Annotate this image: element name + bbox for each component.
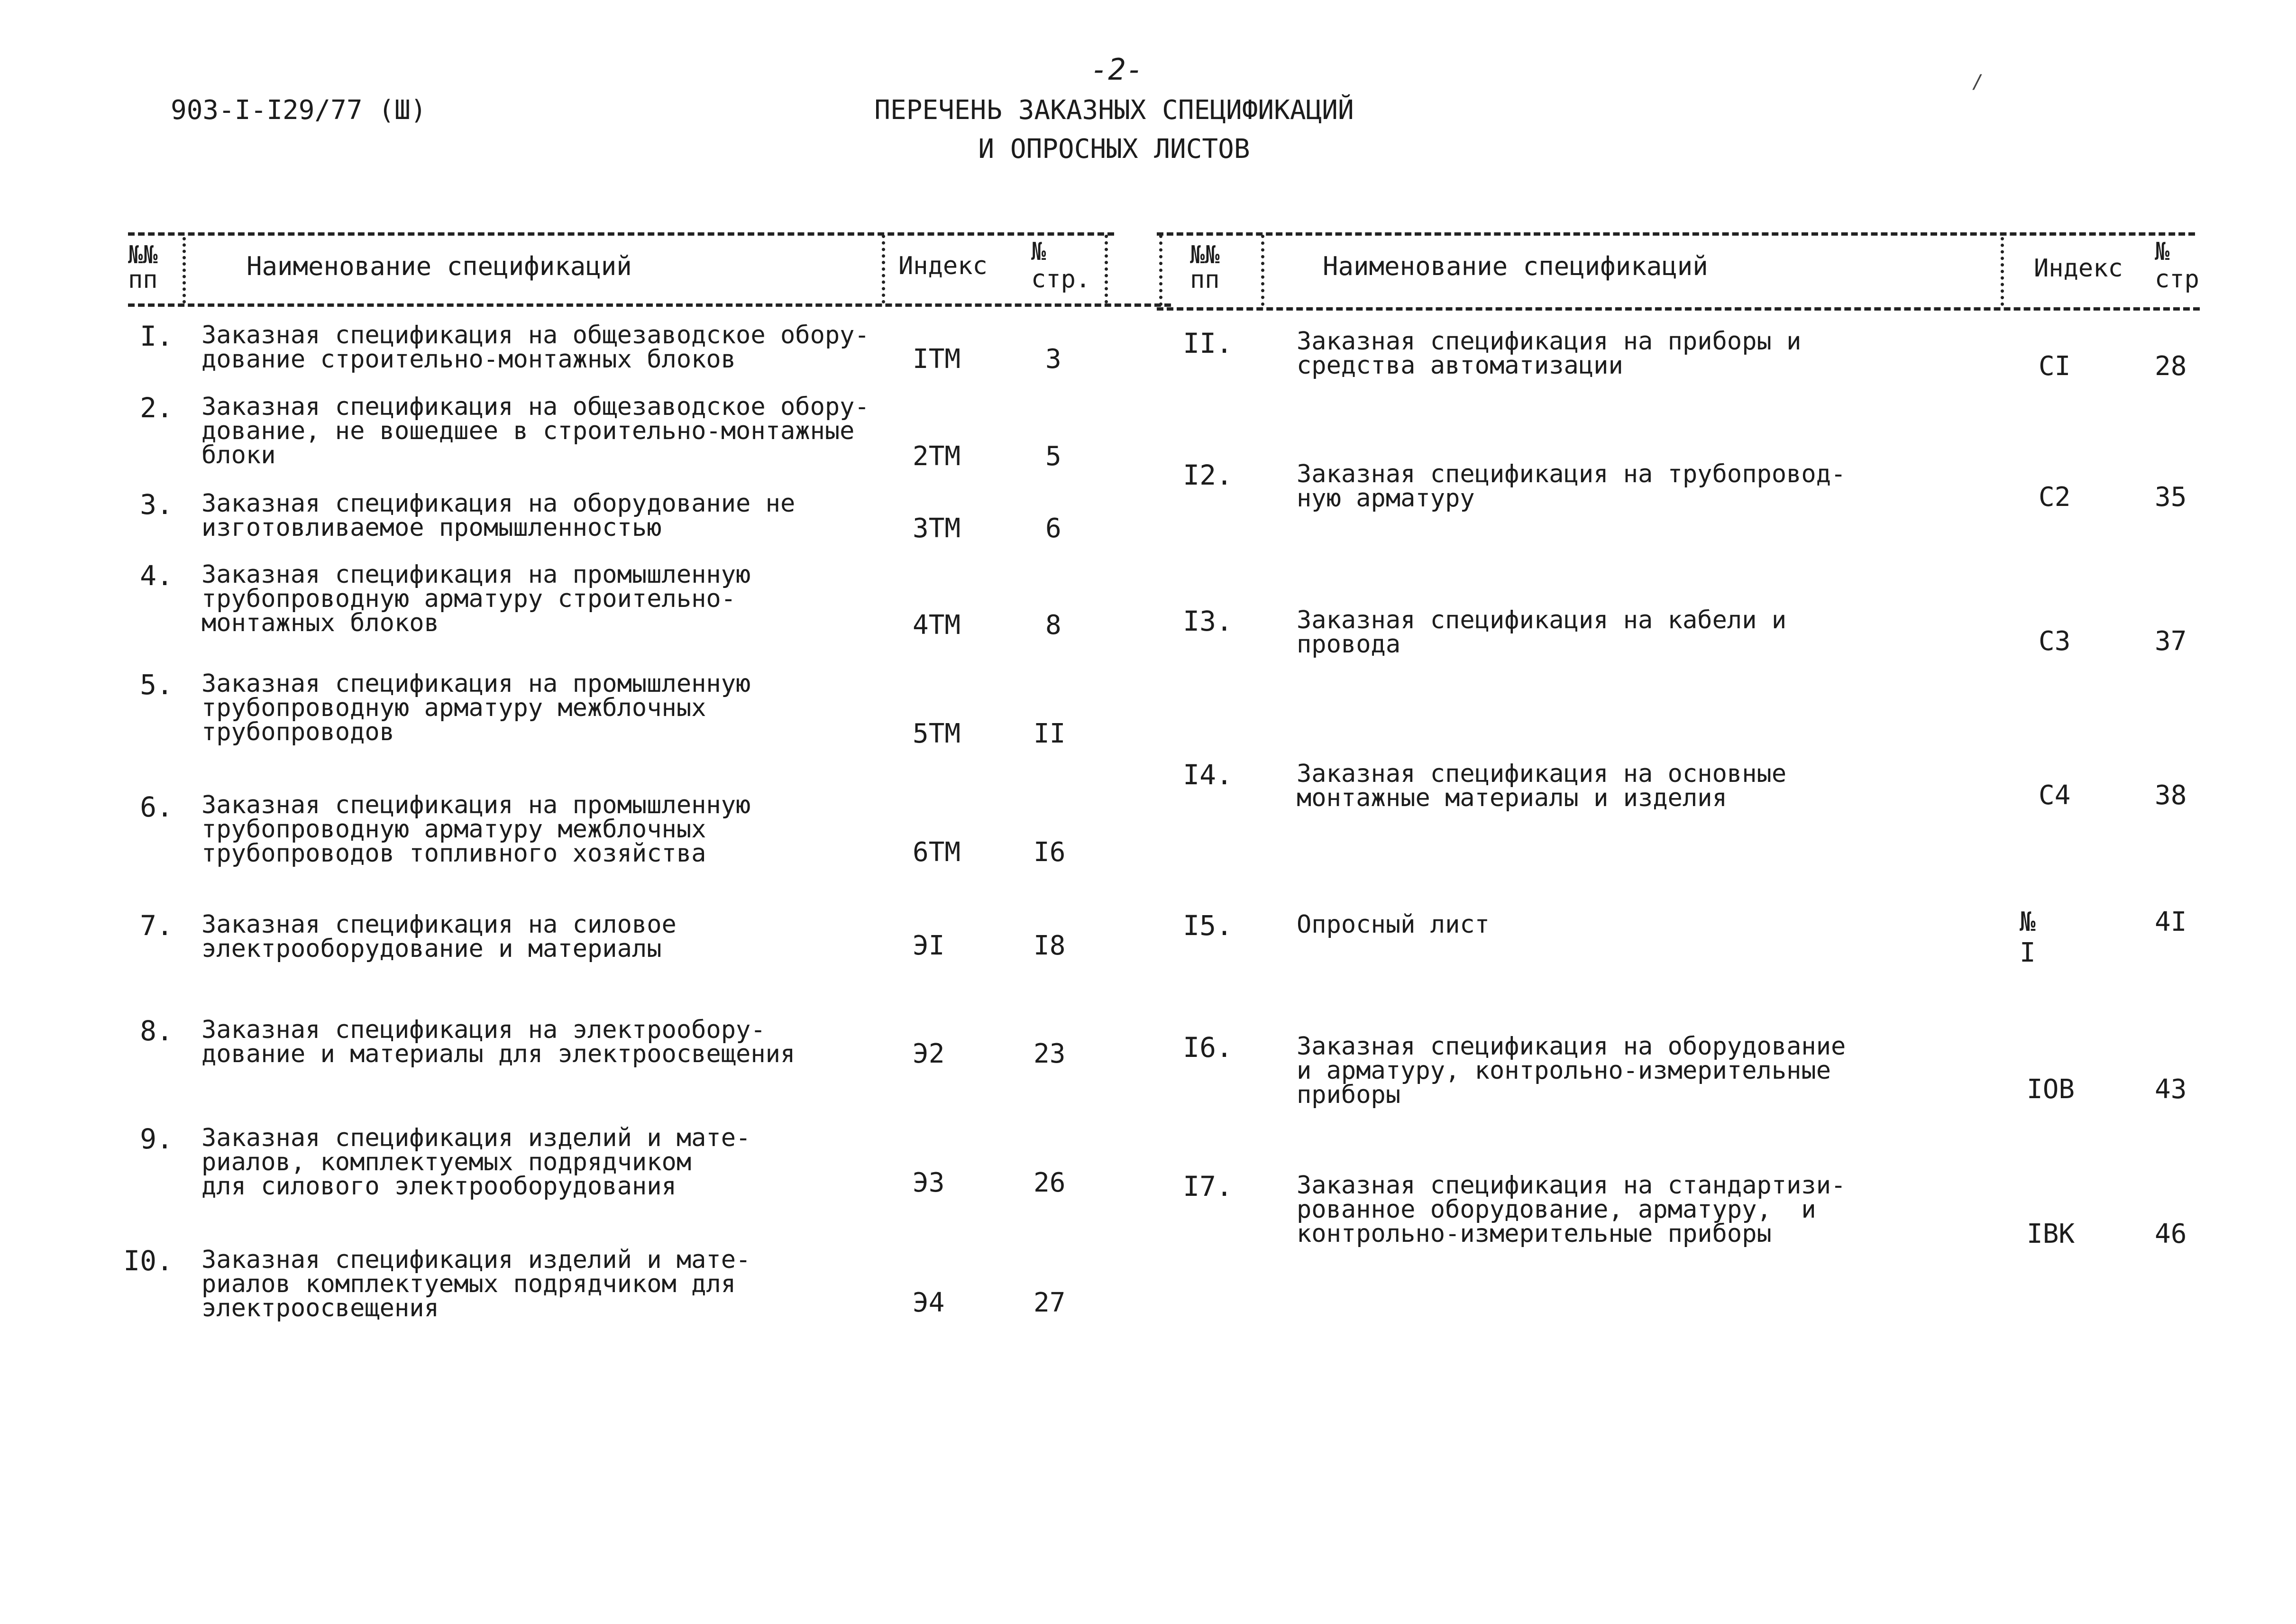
row-number: 5. bbox=[140, 669, 173, 701]
corner-mark: / bbox=[1972, 71, 1984, 93]
row-index: 4ТМ bbox=[913, 610, 961, 641]
row-number: I0. bbox=[123, 1245, 173, 1277]
row-name: Опросный лист bbox=[1297, 910, 1490, 939]
row-number: I. bbox=[140, 320, 173, 352]
left-header-index: Индекс bbox=[898, 252, 988, 280]
row-index: № I bbox=[2020, 907, 2036, 968]
row-index: ЭI bbox=[913, 930, 945, 961]
row-page: 43 bbox=[2155, 1074, 2187, 1105]
row-number: I4. bbox=[1183, 759, 1233, 791]
row-number: 9. bbox=[140, 1123, 173, 1155]
row-page: 3 bbox=[1045, 344, 1061, 375]
row-page: 5 bbox=[1045, 441, 1061, 472]
left-header-top-rule bbox=[128, 232, 1114, 236]
left-col-divider-1 bbox=[183, 237, 186, 303]
row-number: 4. bbox=[140, 560, 173, 592]
row-number: 2. bbox=[140, 392, 173, 424]
row-index: СI bbox=[2039, 351, 2071, 382]
row-index: С4 bbox=[2039, 780, 2071, 811]
row-name: Заказная спецификация на общезаводское обору- дование строительно-монтажных блоков bbox=[201, 321, 869, 374]
row-number: 3. bbox=[140, 488, 173, 521]
row-number: II. bbox=[1183, 327, 1233, 359]
row-page: 23 bbox=[1034, 1038, 1066, 1069]
row-name: Заказная спецификация на оборудование не изготовливаемое промышленностью bbox=[201, 489, 796, 542]
right-header-page-line2: стр bbox=[2155, 265, 2199, 294]
left-header-page-line2: стр. bbox=[1031, 265, 1091, 294]
row-number: I6. bbox=[1183, 1031, 1233, 1064]
right-header-num-line2: пп bbox=[1190, 266, 1220, 294]
page-number: -2- bbox=[1090, 52, 1143, 87]
row-page: 38 bbox=[2155, 780, 2187, 811]
right-header-num-line1: №№ bbox=[1190, 241, 1220, 269]
row-index: IТМ bbox=[913, 344, 961, 375]
page-title-line1: ПЕРЕЧЕНЬ ЗАКАЗНЫХ СПЕЦИФИКАЦИЙ bbox=[874, 95, 1354, 126]
row-index: Э3 bbox=[913, 1167, 945, 1198]
left-header-num bbox=[128, 243, 158, 292]
left-col-divider-3 bbox=[1105, 235, 1108, 303]
left-header-page-line1: № bbox=[1031, 238, 1046, 266]
right-header-bottom-rule bbox=[1157, 307, 2200, 311]
row-number: I2. bbox=[1183, 459, 1233, 491]
row-index: Э4 bbox=[913, 1287, 945, 1318]
row-name: Заказная спецификация на промышленную трубопроводную арматуру межблочных трубопроводов bbox=[201, 670, 751, 746]
row-name: Заказная спецификация на силовое электрооборудование и материалы bbox=[201, 910, 677, 963]
row-page: 8 bbox=[1045, 610, 1061, 641]
right-col-divider-1 bbox=[1261, 235, 1264, 306]
row-name: Заказная спецификация на оборудование и арматуру, контрольно-измерительные приборы bbox=[1297, 1032, 1846, 1109]
row-name: Заказная спецификация на кабели и провода bbox=[1297, 606, 1787, 659]
row-name: Заказная спецификация на общезаводское обору- дование, не вошедшее в строительно-монтажные блоки bbox=[201, 393, 869, 469]
row-name: Заказная спецификация изделий и мате- риалов комплектуемых подрядчиком для электроосвещения bbox=[201, 1246, 751, 1322]
row-page: 37 bbox=[2155, 626, 2187, 657]
row-index: IВК bbox=[2027, 1219, 2075, 1249]
row-number: 6. bbox=[140, 791, 173, 823]
right-header-name: Наименование спецификаций bbox=[1323, 251, 1708, 281]
row-index: 5ТМ bbox=[913, 718, 961, 749]
row-page: I6 bbox=[1034, 837, 1066, 868]
row-name: Заказная спецификация на трубопровод- ную арматуру bbox=[1297, 460, 1846, 513]
row-number: 8. bbox=[140, 1015, 173, 1047]
row-index: С2 bbox=[2039, 482, 2071, 513]
row-page: 46 bbox=[2155, 1219, 2187, 1249]
row-index: 6ТМ bbox=[913, 837, 961, 868]
right-header-index: Индекс bbox=[2034, 254, 2123, 283]
row-page: 27 bbox=[1034, 1287, 1066, 1318]
row-name: Заказная спецификация на приборы и средства автоматизации bbox=[1297, 327, 1802, 380]
row-number: 7. bbox=[140, 909, 173, 942]
row-name: Заказная спецификация на стандартизи- рованное оборудование, арматуру, и контрольно-измерительные приборы bbox=[1297, 1171, 1846, 1248]
row-name: Заказная спецификация на основные монтажные материалы и изделия bbox=[1297, 760, 1787, 812]
right-col-divider-0 bbox=[1159, 235, 1162, 306]
row-page: 4I bbox=[2155, 907, 2187, 937]
row-name: Заказная спецификация на электрообору- дование и материалы для электроосвещения bbox=[201, 1016, 796, 1068]
right-header-page-line1: № bbox=[2155, 238, 2170, 266]
right-header-num bbox=[1190, 243, 1220, 292]
row-number: I5. bbox=[1183, 909, 1233, 942]
document-code: 903-I-I29/77 (Ш) bbox=[171, 95, 427, 126]
page-title-line2: И ОПРОСНЫХ ЛИСТОВ bbox=[978, 134, 1250, 165]
row-index: IОВ bbox=[2027, 1074, 2075, 1105]
left-header-name: Наименование спецификаций bbox=[247, 251, 632, 281]
row-page: II bbox=[1034, 718, 1066, 749]
left-header-bottom-rule bbox=[128, 303, 1171, 307]
right-header-page bbox=[2155, 239, 2199, 292]
row-name: Заказная спецификация изделий и мате- риалов, комплектуемых подрядчиком для силового электрооборудования bbox=[201, 1124, 751, 1201]
left-header-page bbox=[1031, 239, 1090, 292]
row-number: I7. bbox=[1183, 1170, 1233, 1202]
row-name: Заказная спецификация на промышленную трубопроводную арматуру строительно- монтажных блоков bbox=[201, 560, 751, 637]
left-header-num-line1: №№ bbox=[128, 241, 158, 269]
right-header-top-rule bbox=[1157, 232, 2195, 236]
row-index: Э2 bbox=[913, 1038, 945, 1069]
right-col-divider-2 bbox=[2001, 237, 2004, 306]
row-index: 3ТМ bbox=[913, 513, 961, 544]
row-page: 28 bbox=[2155, 351, 2187, 382]
row-index: С3 bbox=[2039, 626, 2071, 657]
row-page: 6 bbox=[1045, 513, 1061, 544]
row-page: 35 bbox=[2155, 482, 2187, 513]
left-header-num-line2: пп bbox=[128, 266, 158, 294]
row-number: I3. bbox=[1183, 605, 1233, 637]
row-page: 26 bbox=[1034, 1167, 1066, 1198]
row-index: 2ТМ bbox=[913, 441, 961, 472]
row-page: I8 bbox=[1034, 930, 1066, 961]
left-col-divider-2 bbox=[882, 235, 885, 303]
row-name: Заказная спецификация на промышленную трубопроводную арматуру межблочных трубопроводов топливного хозяйства bbox=[201, 791, 751, 868]
